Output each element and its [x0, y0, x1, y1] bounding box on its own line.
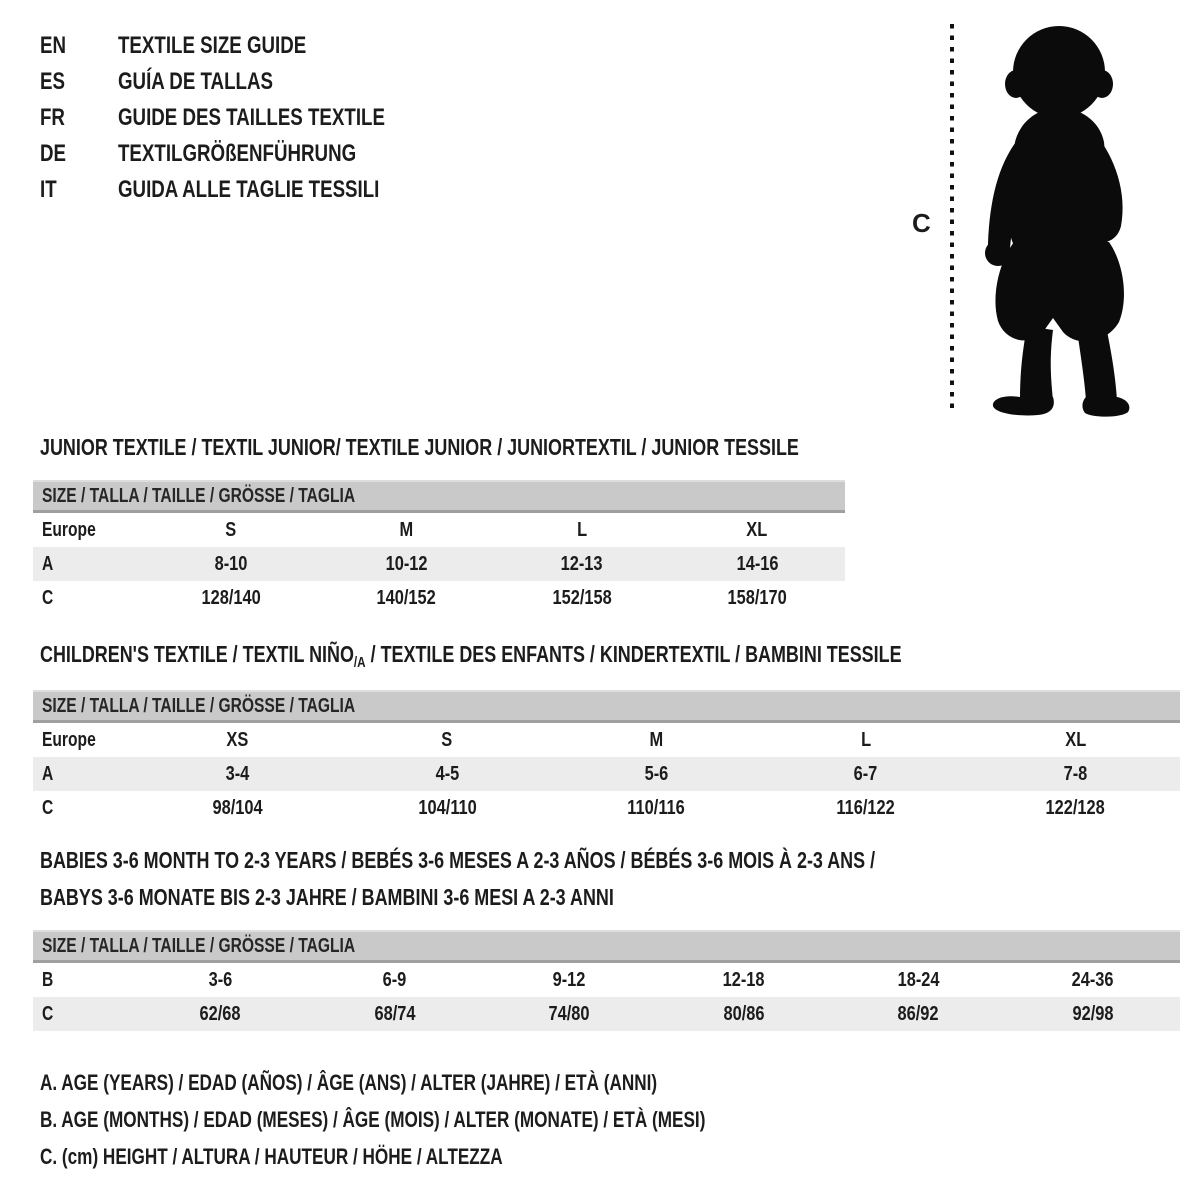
- age-cell: 3-6: [208, 968, 233, 991]
- measure-legend: [40, 1064, 893, 1175]
- height-cell: 98/104: [212, 796, 263, 819]
- language-code: IT: [40, 176, 57, 203]
- language-title: GUIDE DES TAILLES TEXTILE: [118, 104, 385, 131]
- age-cell: 10-12: [385, 552, 428, 575]
- children-size-table: [33, 690, 1180, 825]
- language-row-en: [40, 28, 460, 64]
- size-cell: M: [649, 728, 664, 751]
- language-title: GUÍA DE TALLAS: [118, 68, 273, 95]
- language-code: FR: [40, 104, 65, 131]
- row-label: C: [42, 1002, 54, 1025]
- size-cell: XS: [226, 728, 249, 751]
- age-cell: 14-16: [736, 552, 779, 575]
- table-row-height: [33, 581, 845, 615]
- age-cell: 8-10: [214, 552, 248, 575]
- age-cell: 5-6: [644, 762, 669, 785]
- age-cell: 6-9: [382, 968, 407, 991]
- row-label: A: [42, 762, 54, 785]
- language-row-fr: [40, 100, 460, 136]
- baby-silhouette-icon: [930, 10, 1190, 425]
- row-label: C: [42, 586, 54, 609]
- size-cell: XL: [746, 518, 768, 541]
- legend-line-b: B. AGE (MONTHS) / EDAD (MESES) / ÂGE (MOIS) / ALTER (MONATE) / ETÀ (MESI): [40, 1107, 706, 1132]
- age-cell: 12-18: [722, 968, 765, 991]
- babies-title-line1: BABIES 3-6 MONTH TO 2-3 YEARS / BEBÉS 3-6 MESES A 2-3 AÑOS / BÉBÉS 3-6 MOIS À 2-3 ANS /: [40, 847, 876, 873]
- age-cell: 9-12: [552, 968, 586, 991]
- age-cell: 7-8: [1063, 762, 1088, 785]
- language-row-de: [40, 136, 460, 172]
- language-title: TEXTILGRÖßENFÜHRUNG: [118, 140, 357, 167]
- table-row-europe: [33, 513, 845, 547]
- height-cell: 104/110: [417, 796, 477, 819]
- babies-section-title: [40, 842, 1111, 916]
- language-title: TEXTILE SIZE GUIDE: [118, 32, 307, 59]
- height-figure: [930, 10, 1190, 425]
- age-cell: 3-4: [225, 762, 250, 785]
- age-cell: 18-24: [897, 968, 940, 991]
- height-cell: 92/98: [1072, 1002, 1114, 1025]
- title-subscript: /A: [353, 654, 366, 671]
- language-list: [40, 28, 460, 208]
- babies-size-table: [33, 930, 1180, 1031]
- size-cell: S: [441, 728, 453, 751]
- height-cell: 152/158: [552, 586, 612, 609]
- table-row-age-months: [33, 963, 1180, 997]
- height-cell: 68/74: [374, 1002, 416, 1025]
- table-row-height: [33, 791, 1180, 825]
- size-cell: M: [399, 518, 414, 541]
- height-line-label: C: [912, 208, 931, 238]
- junior-size-table: [33, 480, 845, 615]
- children-section-title: CHILDREN'S TEXTILE / TEXTIL $NIÑO_{/A}$ / TEXTILE DES ENFANTS / KINDERTEXTIL / BAMBINI TESSILE: [40, 641, 902, 671]
- language-code: ES: [40, 68, 65, 95]
- row-label: A: [42, 552, 54, 575]
- size-header-bar: SIZE / TALLA / TAILLE / GRÖSSE / TAGLIA: [33, 480, 845, 513]
- table-row-europe: [33, 723, 1180, 757]
- language-row-es: [40, 64, 460, 100]
- row-label: C: [42, 796, 54, 819]
- height-cell: 158/170: [727, 586, 787, 609]
- age-cell: 6-7: [854, 762, 878, 785]
- legend-line-c: C. (cm) HEIGHT / ALTURA / HAUTEUR / HÖHE / ALTEZZA: [40, 1144, 503, 1169]
- height-cell: 128/140: [201, 586, 261, 609]
- size-cell: S: [225, 518, 237, 541]
- age-cell: 12-13: [560, 552, 603, 575]
- height-cell: 140/152: [376, 586, 436, 609]
- row-label: B: [42, 968, 54, 991]
- size-header-bar: SIZE / TALLA / TAILLE / GRÖSSE / TAGLIA: [33, 690, 1180, 723]
- height-cell: 62/68: [199, 1002, 241, 1025]
- language-row-it: [40, 172, 460, 208]
- height-cell: 80/86: [723, 1002, 765, 1025]
- language-code: DE: [40, 140, 67, 167]
- size-cell: L: [860, 728, 871, 751]
- table-row-height: [33, 997, 1180, 1031]
- legend-line-a: A. AGE (YEARS) / EDAD (AÑOS) / ÂGE (ANS) / ALTER (JAHRE) / ETÀ (ANNI): [40, 1070, 658, 1095]
- size-cell: L: [576, 518, 587, 541]
- height-cell: 110/116: [627, 796, 686, 819]
- table-row-age-years: [33, 757, 1180, 791]
- age-cell: 24-36: [1071, 968, 1114, 991]
- language-title: GUIDA ALLE TAGLIE TESSILI: [118, 176, 380, 203]
- toddler-shape: [985, 26, 1129, 417]
- age-cell: 4-5: [435, 762, 459, 785]
- height-cell: 122/128: [1045, 796, 1105, 819]
- row-label: Europe: [42, 518, 96, 541]
- height-cell: 116/122: [836, 796, 896, 819]
- size-header-bar: SIZE / TALLA / TAILLE / GRÖSSE / TAGLIA: [33, 930, 1180, 963]
- size-cell: XL: [1064, 728, 1086, 751]
- row-label: Europe: [42, 728, 96, 751]
- height-cell: 86/92: [897, 1002, 939, 1025]
- junior-section-title: JUNIOR TEXTILE / TEXTIL JUNIOR/ TEXTILE JUNIOR / JUNIORTEXTIL / JUNIOR TESSILE: [40, 434, 799, 460]
- height-cell: 74/80: [548, 1002, 590, 1025]
- babies-title-line2: BABYS 3-6 MONATE BIS 2-3 JAHRE / BAMBINI 3-6 MESI A 2-3 ANNI: [40, 884, 614, 910]
- language-code: EN: [40, 32, 67, 59]
- table-row-age-years: [33, 547, 845, 581]
